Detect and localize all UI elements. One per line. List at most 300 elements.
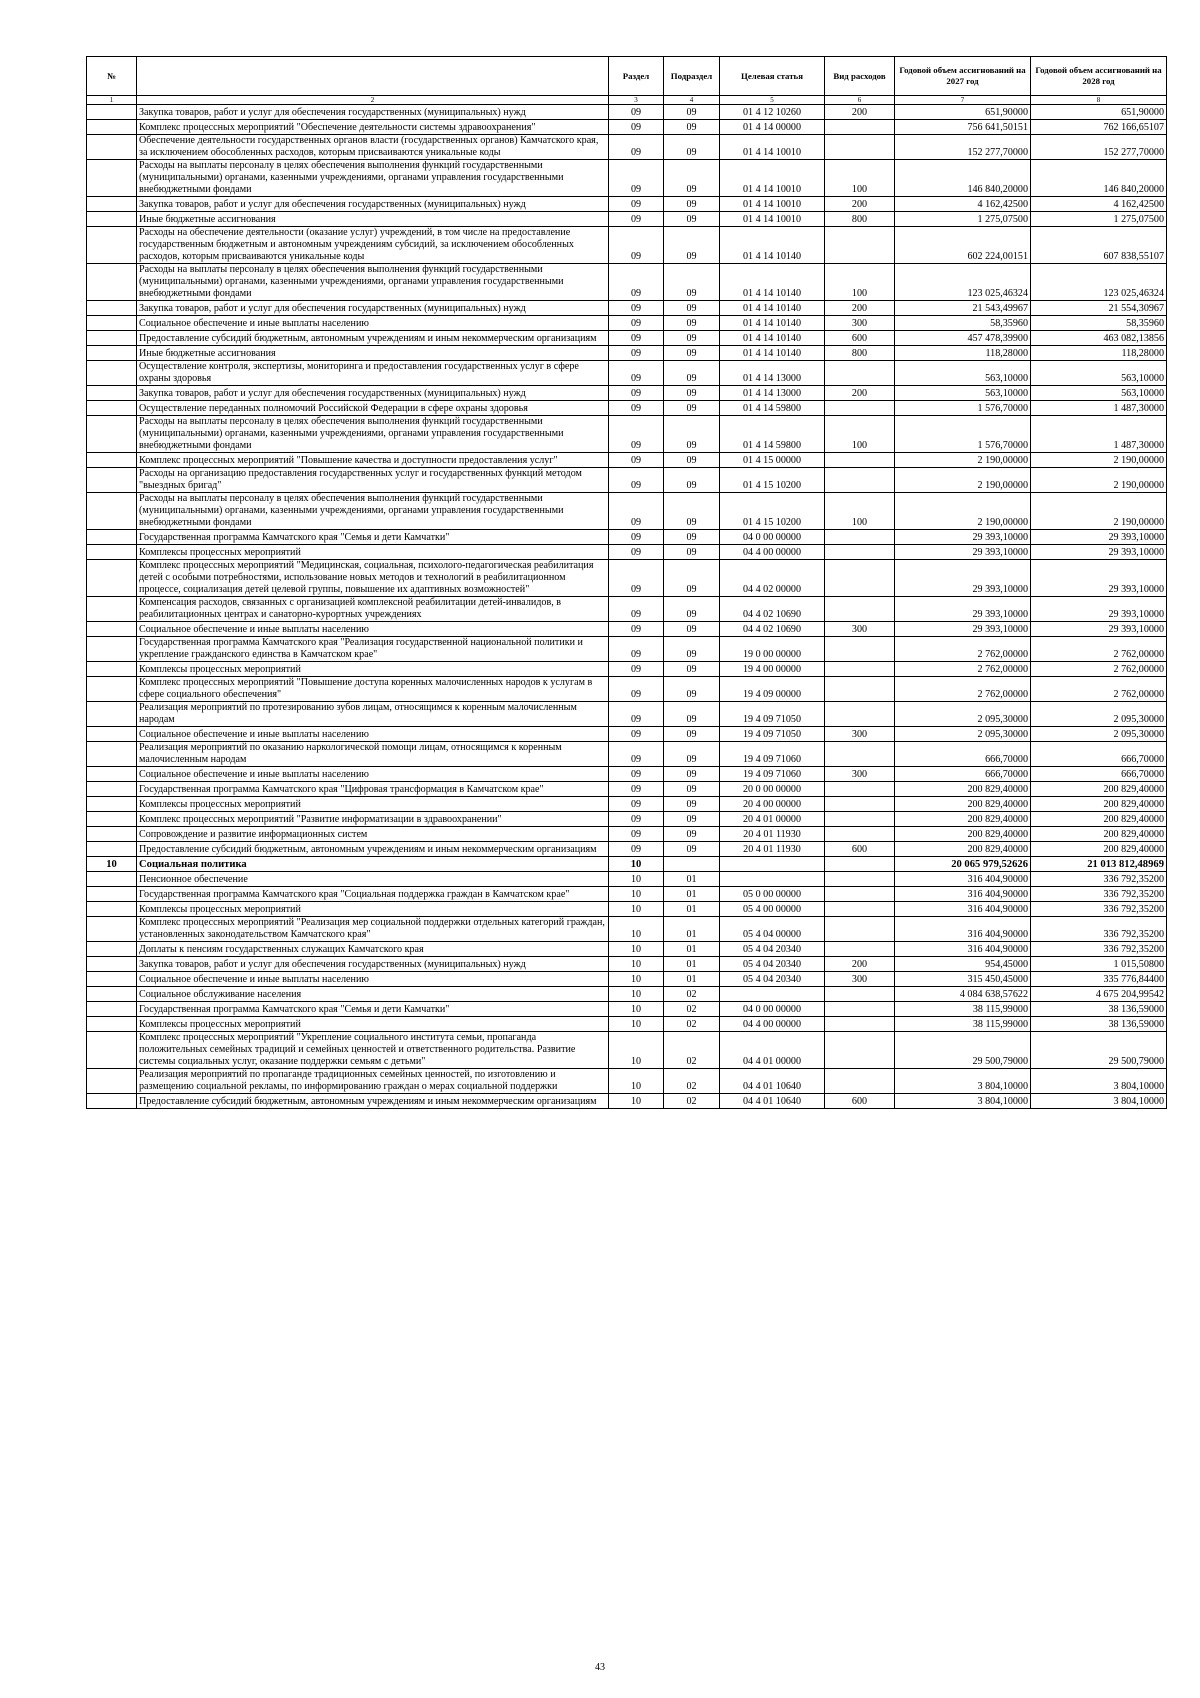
cell-subsection: 09 [664,301,720,316]
cell-amount-2027: 200 829,40000 [895,812,1031,827]
cell-target-item: 05 4 04 20340 [720,957,825,972]
cell-target-item: 04 4 00 00000 [720,1017,825,1032]
cell-name: Социальная политика [137,857,609,872]
table-row [87,742,1167,767]
cell-amount-2027: 38 115,99000 [895,1002,1031,1017]
cell-number [87,560,137,597]
cell-number [87,361,137,386]
cell-subsection: 02 [664,987,720,1002]
cell-amount-2027: 954,45000 [895,957,1031,972]
cell-name: Закупка товаров, работ и услуг для обеспечения государственных (муниципальных) нужд [137,301,609,316]
cell-subsection: 01 [664,902,720,917]
cell-expense-type [825,987,895,1002]
cell-amount-2028: 200 829,40000 [1031,827,1167,842]
cell-amount-2027: 58,35960 [895,316,1031,331]
cell-subsection: 09 [664,560,720,597]
cell-target-item: 05 4 04 00000 [720,917,825,942]
cell-section: 09 [609,120,664,135]
cell-amount-2027: 21 543,49967 [895,301,1031,316]
table-row [87,301,1167,316]
cell-expense-type: 200 [825,197,895,212]
table-row [87,1069,1167,1094]
cell-amount-2027: 2 762,00000 [895,677,1031,702]
cell-name: Комплекс процессных мероприятий "Обеспечение деятельности системы здравоохранения" [137,120,609,135]
table-row [87,972,1167,987]
cell-number [87,1002,137,1017]
table-row [87,386,1167,401]
cell-expense-type [825,361,895,386]
cell-subsection: 09 [664,727,720,742]
cell-expense-type [825,797,895,812]
cell-target-item: 01 4 15 10200 [720,493,825,530]
cell-subsection: 09 [664,827,720,842]
cell-number [87,1094,137,1109]
cell-number [87,972,137,987]
cell-subsection [664,857,720,872]
cell-section: 09 [609,677,664,702]
cell-subsection: 02 [664,1002,720,1017]
cell-section: 09 [609,135,664,160]
cell-section: 09 [609,662,664,677]
cell-amount-2028: 29 393,10000 [1031,622,1167,637]
cell-target-item: 04 4 00 00000 [720,545,825,560]
cell-section: 10 [609,902,664,917]
table-row [87,468,1167,493]
cell-number [87,453,137,468]
cell-name: Государственная программа Камчатского края "Семья и дети Камчатки" [137,1002,609,1017]
table-row [87,361,1167,386]
cell-amount-2027: 1 576,70000 [895,401,1031,416]
cell-amount-2028: 4 675 204,99542 [1031,987,1167,1002]
cell-section: 09 [609,401,664,416]
cell-number [87,545,137,560]
cell-target-item: 04 4 01 00000 [720,1032,825,1069]
cell-amount-2028: 29 500,79000 [1031,1032,1167,1069]
table-row [87,622,1167,637]
cell-target-item: 01 4 14 10140 [720,346,825,361]
cell-target-item: 04 4 02 10690 [720,622,825,637]
cell-name: Комплекс процессных мероприятий "Повышение доступа коренных малочисленных народов к услугам в сфере социального обеспечения" [137,677,609,702]
cell-section: 10 [609,1069,664,1094]
table-row [87,857,1167,872]
cell-section: 09 [609,702,664,727]
cell-section: 09 [609,160,664,197]
cell-number [87,331,137,346]
cell-amount-2028: 29 393,10000 [1031,597,1167,622]
cell-subsection: 02 [664,1032,720,1069]
table-row [87,1002,1167,1017]
cell-section: 10 [609,1094,664,1109]
cell-amount-2028: 762 166,65107 [1031,120,1167,135]
cell-amount-2028: 146 840,20000 [1031,160,1167,197]
table-row [87,264,1167,301]
table-row [87,987,1167,1002]
cell-expense-type: 200 [825,105,895,120]
cell-name: Социальное обслуживание населения [137,987,609,1002]
cell-section: 10 [609,1032,664,1069]
cell-target-item: 01 4 14 10010 [720,160,825,197]
cell-name: Комплекс процессных мероприятий "Укрепление социального института семьи, пропаганда положительных семейных традиций и семейных ценностей и ответственного родительства. Развитие системы социальных услуг, оказание поддержки семьям с детьми" [137,1032,609,1069]
cell-amount-2028: 2 762,00000 [1031,662,1167,677]
header-number: № [87,57,137,96]
cell-amount-2027: 29 393,10000 [895,560,1031,597]
table-row [87,727,1167,742]
cell-subsection: 09 [664,264,720,301]
cell-subsection: 09 [664,316,720,331]
cell-target-item: 01 4 14 10140 [720,316,825,331]
cell-expense-type [825,902,895,917]
cell-expense-type [825,1032,895,1069]
cell-expense-type: 100 [825,493,895,530]
cell-subsection: 09 [664,197,720,212]
cell-target-item: 01 4 14 10010 [720,135,825,160]
cell-expense-type [825,120,895,135]
cell-number [87,120,137,135]
cell-amount-2027: 316 404,90000 [895,872,1031,887]
cell-amount-2027: 756 641,50151 [895,120,1031,135]
cell-subsection: 09 [664,812,720,827]
cell-number [87,212,137,227]
table-row [87,797,1167,812]
cell-subsection: 09 [664,416,720,453]
cell-amount-2028: 463 082,13856 [1031,331,1167,346]
cell-section: 09 [609,227,664,264]
cell-target-item: 04 4 01 10640 [720,1069,825,1094]
table-row [87,917,1167,942]
table-row [87,401,1167,416]
cell-amount-2028: 1 487,30000 [1031,416,1167,453]
cell-name: Доплаты к пенсиям государственных служащих Камчатского края [137,942,609,957]
cell-expense-type: 200 [825,301,895,316]
cell-number [87,942,137,957]
cell-expense-type: 800 [825,212,895,227]
cell-amount-2028: 336 792,35200 [1031,902,1167,917]
cell-target-item: 19 4 09 71060 [720,742,825,767]
cell-name: Реализация мероприятий по оказанию наркологической помощи лицам, относящимся к коренным малочисленным народам [137,742,609,767]
cell-name: Государственная программа Камчатского края "Реализация государственной национальной политики и укрепление гражданского единства в Камчатском крае" [137,637,609,662]
cell-amount-2027: 316 404,90000 [895,902,1031,917]
cell-number [87,872,137,887]
cell-amount-2028: 2 095,30000 [1031,702,1167,727]
cell-amount-2027: 29 393,10000 [895,545,1031,560]
cell-name: Расходы на выплаты персоналу в целях обеспечения выполнения функций государственными (муниципальными) органами, казенными учреждениями, органами управления государственными внебюджетными фондами [137,493,609,530]
cell-section: 10 [609,987,664,1002]
cell-amount-2028: 607 838,55107 [1031,227,1167,264]
cell-subsection: 09 [664,105,720,120]
column-number: 8 [1031,96,1167,105]
cell-amount-2028: 2 762,00000 [1031,677,1167,702]
cell-amount-2028: 21 013 812,48969 [1031,857,1167,872]
header-expense-type: Вид расходов [825,57,895,96]
cell-subsection: 01 [664,972,720,987]
cell-amount-2027: 2 095,30000 [895,702,1031,727]
cell-expense-type: 300 [825,767,895,782]
cell-section: 09 [609,316,664,331]
table-row [87,902,1167,917]
table-row [87,637,1167,662]
cell-name: Социальное обеспечение и иные выплаты населению [137,316,609,331]
cell-name: Расходы на организацию предоставления государственных услуг и государственных функций методом "выездных бригад" [137,468,609,493]
table-row [87,1017,1167,1032]
cell-number [87,135,137,160]
cell-amount-2028: 38 136,59000 [1031,1002,1167,1017]
cell-expense-type [825,453,895,468]
cell-section: 09 [609,637,664,662]
cell-amount-2028: 666,70000 [1031,767,1167,782]
cell-section: 10 [609,1002,664,1017]
cell-subsection: 01 [664,917,720,942]
cell-subsection: 09 [664,361,720,386]
cell-amount-2027: 651,90000 [895,105,1031,120]
cell-section: 09 [609,416,664,453]
cell-name: Закупка товаров, работ и услуг для обеспечения государственных (муниципальных) нужд [137,197,609,212]
cell-section: 09 [609,331,664,346]
cell-subsection: 09 [664,545,720,560]
cell-name: Расходы на выплаты персоналу в целях обеспечения выполнения функций государственными (муниципальными) органами, казенными учреждениями, органами управления государственными внебюджетными фондами [137,160,609,197]
cell-expense-type [825,1002,895,1017]
cell-expense-type [825,468,895,493]
cell-subsection: 09 [664,212,720,227]
table-row [87,887,1167,902]
header-2028: Годовой объем ассигнований на 2028 год [1031,57,1167,96]
cell-name: Предоставление субсидий бюджетным, автономным учреждениям и иным некоммерческим организациям [137,842,609,857]
cell-target-item: 19 4 00 00000 [720,662,825,677]
cell-amount-2027: 3 804,10000 [895,1094,1031,1109]
cell-name: Закупка товаров, работ и услуг для обеспечения государственных (муниципальных) нужд [137,105,609,120]
cell-amount-2027: 2 190,00000 [895,453,1031,468]
cell-expense-type [825,887,895,902]
table-body [87,105,1167,1109]
cell-amount-2027: 20 065 979,52626 [895,857,1031,872]
table-row [87,105,1167,120]
cell-amount-2028: 563,10000 [1031,361,1167,386]
cell-number [87,160,137,197]
cell-subsection: 01 [664,942,720,957]
cell-expense-type [825,702,895,727]
cell-expense-type [825,917,895,942]
cell-target-item: 01 4 14 10010 [720,197,825,212]
cell-name: Иные бюджетные ассигнования [137,346,609,361]
cell-amount-2028: 29 393,10000 [1031,545,1167,560]
cell-subsection: 09 [664,386,720,401]
cell-amount-2027: 4 084 638,57622 [895,987,1031,1002]
cell-section: 09 [609,782,664,797]
table-row [87,160,1167,197]
cell-number [87,662,137,677]
cell-section: 09 [609,468,664,493]
cell-expense-type: 200 [825,957,895,972]
cell-amount-2028: 200 829,40000 [1031,812,1167,827]
cell-amount-2027: 2 762,00000 [895,662,1031,677]
cell-name: Компенсация расходов, связанных с организацией комплексной реабилитации детей-инвалидов, в реабилитационных центрах и санаторно-курортных учреждениях [137,597,609,622]
cell-expense-type [825,530,895,545]
cell-target-item: 01 4 14 13000 [720,386,825,401]
table-row [87,135,1167,160]
cell-target-item: 04 4 01 10640 [720,1094,825,1109]
table-row [87,530,1167,545]
cell-number [87,1017,137,1032]
cell-amount-2027: 200 829,40000 [895,827,1031,842]
cell-expense-type: 800 [825,346,895,361]
cell-name: Комплексы процессных мероприятий [137,902,609,917]
cell-name: Предоставление субсидий бюджетным, автономным учреждениям и иным некоммерческим организациям [137,331,609,346]
cell-section: 09 [609,727,664,742]
cell-number [87,767,137,782]
cell-section: 10 [609,872,664,887]
cell-subsection: 01 [664,957,720,972]
cell-subsection: 09 [664,120,720,135]
cell-name: Расходы на обеспечение деятельности (оказание услуг) учреждений, в том числе на предоставление государственным бюджетным и автономным учреждениям субсидий, за исключением обособленных расходов, которым присваиваются уникальные коды [137,227,609,264]
cell-target-item: 01 4 14 59800 [720,416,825,453]
table-row [87,957,1167,972]
cell-number [87,887,137,902]
cell-subsection: 09 [664,782,720,797]
cell-target-item [720,857,825,872]
cell-amount-2028: 3 804,10000 [1031,1069,1167,1094]
cell-name: Комплексы процессных мероприятий [137,1017,609,1032]
cell-expense-type [825,135,895,160]
header-row [87,57,1167,96]
cell-amount-2028: 29 393,10000 [1031,530,1167,545]
cell-amount-2028: 1 487,30000 [1031,401,1167,416]
cell-target-item: 19 0 00 00000 [720,637,825,662]
header-2027: Годовой объем ассигнований на 2027 год [895,57,1031,96]
cell-section: 09 [609,827,664,842]
table-row [87,597,1167,622]
cell-number [87,386,137,401]
cell-subsection: 09 [664,530,720,545]
cell-target-item: 01 4 12 10260 [720,105,825,120]
cell-expense-type: 300 [825,316,895,331]
cell-subsection: 09 [664,767,720,782]
table-row [87,197,1167,212]
cell-amount-2028: 200 829,40000 [1031,782,1167,797]
page-number: 43 [595,1662,605,1673]
table-row [87,782,1167,797]
cell-amount-2028: 2 190,00000 [1031,493,1167,530]
cell-expense-type: 300 [825,622,895,637]
cell-amount-2027: 1 275,07500 [895,212,1031,227]
cell-target-item: 19 4 09 71050 [720,727,825,742]
cell-expense-type [825,782,895,797]
cell-amount-2028: 21 554,30967 [1031,301,1167,316]
cell-target-item: 19 4 09 71060 [720,767,825,782]
table-row [87,812,1167,827]
cell-target-item: 01 4 14 10140 [720,227,825,264]
cell-target-item: 05 0 00 00000 [720,887,825,902]
cell-amount-2027: 2 190,00000 [895,468,1031,493]
cell-number [87,346,137,361]
cell-name: Комплексы процессных мероприятий [137,662,609,677]
cell-section: 10 [609,972,664,987]
cell-amount-2028: 336 792,35200 [1031,872,1167,887]
cell-target-item: 01 4 14 10140 [720,264,825,301]
cell-expense-type [825,677,895,702]
cell-target-item: 20 4 01 11930 [720,842,825,857]
cell-number [87,301,137,316]
cell-number [87,468,137,493]
cell-amount-2027: 29 393,10000 [895,597,1031,622]
table-row [87,545,1167,560]
cell-expense-type: 600 [825,331,895,346]
column-number: 6 [825,96,895,105]
cell-section: 10 [609,942,664,957]
cell-subsection: 01 [664,887,720,902]
cell-expense-type: 100 [825,264,895,301]
cell-amount-2027: 200 829,40000 [895,782,1031,797]
cell-expense-type [825,662,895,677]
cell-number [87,957,137,972]
cell-subsection: 09 [664,160,720,197]
cell-name: Комплекс процессных мероприятий "Повышение качества и доступности предоставления услуг" [137,453,609,468]
cell-target-item: 01 4 14 59800 [720,401,825,416]
budget-table [86,56,1167,1109]
cell-name: Государственная программа Камчатского края "Социальная поддержка граждан в Камчатском крае" [137,887,609,902]
header-section: Раздел [609,57,664,96]
cell-target-item: 20 4 00 00000 [720,797,825,812]
cell-amount-2027: 152 277,70000 [895,135,1031,160]
cell-amount-2028: 336 792,35200 [1031,887,1167,902]
cell-subsection: 09 [664,842,720,857]
cell-number [87,401,137,416]
cell-number [87,493,137,530]
table-row [87,842,1167,857]
table-row [87,560,1167,597]
cell-number [87,316,137,331]
cell-section: 09 [609,386,664,401]
cell-expense-type [825,401,895,416]
cell-number [87,742,137,767]
cell-number [87,1069,137,1094]
cell-name: Комплекс процессных мероприятий "Развитие информатизации в здравоохранении" [137,812,609,827]
cell-number [87,827,137,842]
cell-amount-2027: 316 404,90000 [895,942,1031,957]
cell-name: Государственная программа Камчатского края "Цифровая трансформация в Камчатском крае" [137,782,609,797]
table-row [87,702,1167,727]
cell-subsection: 09 [664,797,720,812]
cell-expense-type [825,742,895,767]
cell-section: 09 [609,622,664,637]
cell-expense-type [825,1017,895,1032]
table-row [87,212,1167,227]
cell-amount-2028: 651,90000 [1031,105,1167,120]
cell-section: 10 [609,957,664,972]
cell-target-item: 01 4 14 10140 [720,301,825,316]
cell-number [87,842,137,857]
cell-expense-type [825,812,895,827]
cell-number [87,264,137,301]
cell-subsection: 09 [664,227,720,264]
cell-amount-2028: 152 277,70000 [1031,135,1167,160]
cell-subsection: 09 [664,597,720,622]
cell-name: Социальное обеспечение и иные выплаты населению [137,622,609,637]
cell-target-item [720,987,825,1002]
cell-amount-2028: 336 792,35200 [1031,917,1167,942]
cell-number: 10 [87,857,137,872]
cell-section: 09 [609,301,664,316]
cell-expense-type [825,1069,895,1094]
table-row [87,827,1167,842]
cell-name: Комплексы процессных мероприятий [137,545,609,560]
cell-name: Комплексы процессных мероприятий [137,797,609,812]
cell-name: Расходы на выплаты персоналу в целях обеспечения выполнения функций государственными (муниципальными) органами, казенными учреждениями, органами управления государственными внебюджетными фондами [137,264,609,301]
cell-number [87,782,137,797]
cell-amount-2028: 58,35960 [1031,316,1167,331]
cell-section: 09 [609,545,664,560]
cell-number [87,902,137,917]
cell-name: Пенсионное обеспечение [137,872,609,887]
cell-name: Осуществление контроля, экспертизы, мониторинга и предоставления государственных услуг в сфере охраны здоровья [137,361,609,386]
